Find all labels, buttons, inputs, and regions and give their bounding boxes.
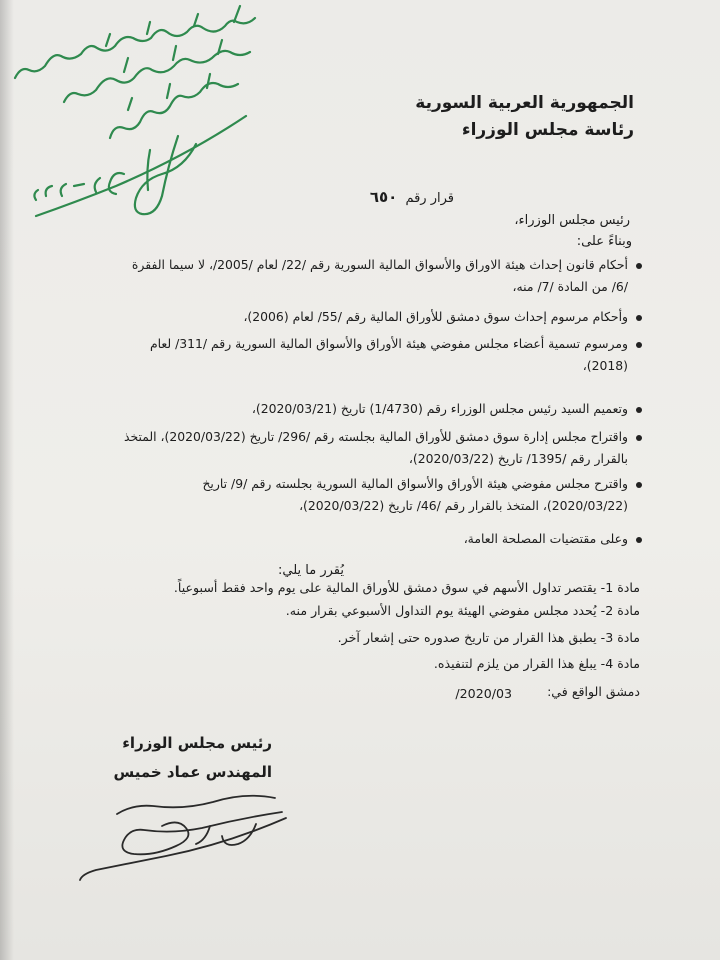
article-3: مادة 3- يطبق هذا القرار من تاريخ صدوره حتى إشعار آخر. [337, 630, 640, 645]
article-2: مادة 2- يُحدد مجلس مفوضي الهيئة يوم التداول الأسبوعي بقرار منه. [285, 603, 640, 618]
article-4: مادة 4- يبلغ هذا القرار من يلزم لتنفيذه. [433, 656, 640, 671]
issued-date: 2020/03/ [455, 686, 512, 701]
clause-line: بالقرار رقم /1395/ تاريخ (2020/03/22)، [408, 451, 628, 466]
clause-line: وأحكام مرسوم إحداث سوق دمشق للأوراق المالية رقم /55/ لعام (2006)، [243, 309, 628, 324]
clause-line: (2020/03/22)، المتخذ بالقرار رقم /46/ تاريخ (2020/03/22)، [299, 498, 628, 513]
article-1: مادة 1- يقتصر تداول الأسهم في سوق دمشق للأوراق المالية على يوم واحد فقط أسبوعياً. [173, 580, 640, 595]
signature-ink [80, 796, 286, 880]
header-republic: الجمهورية العربية السورية [415, 93, 634, 113]
clause-line: وعلى مقتضيات المصلحة العامة، [463, 531, 628, 546]
clause-line: واقترح مجلس مفوضي هيئة الأوراق والأسواق المالية السورية بجلسته رقم /9/ تاريخ [202, 476, 628, 491]
intro-based-on: وبناءً على: [576, 234, 632, 249]
decision-number: ٦٥٠ [369, 188, 398, 206]
decision-label: قرار رقم [405, 191, 454, 206]
clause-line: (2018)، [582, 358, 628, 373]
clause-line: أحكام قانون إحداث هيئة الاوراق والأسواق المالية السورية رقم /22/ لعام /2005/، لا سيما الفقرة [131, 257, 628, 272]
signature-name: المهندس عماد خميس [113, 763, 272, 781]
issued-place-label: دمشق الواقع في: [547, 684, 640, 699]
clause-line: وتعميم السيد رئيس مجلس الوزراء رقم (1/4730) تاريخ (2020/03/21)، [251, 401, 628, 416]
green-annotation-ink [15, 6, 255, 216]
clause-line: ومرسوم تسمية أعضاء مجلس مفوضي هيئة الأوراق والأسواق المالية السورية رقم /311/ لعام [149, 336, 628, 351]
decided-heading: يُقرر ما يلي: [278, 563, 344, 578]
clause-line: /6/ من المادة /7/ منه، [512, 279, 628, 294]
intro-pm: رئيس مجلس الوزراء، [514, 213, 630, 228]
signature-title: رئيس مجلس الوزراء [122, 734, 272, 752]
header-presidency: رئاسة مجلس الوزراء [461, 120, 634, 140]
clause-line: واقتراح مجلس إدارة سوق دمشق للأوراق المالية بجلسته رقم /296/ تاريخ (2020/03/22)، المتخذ [123, 429, 628, 444]
